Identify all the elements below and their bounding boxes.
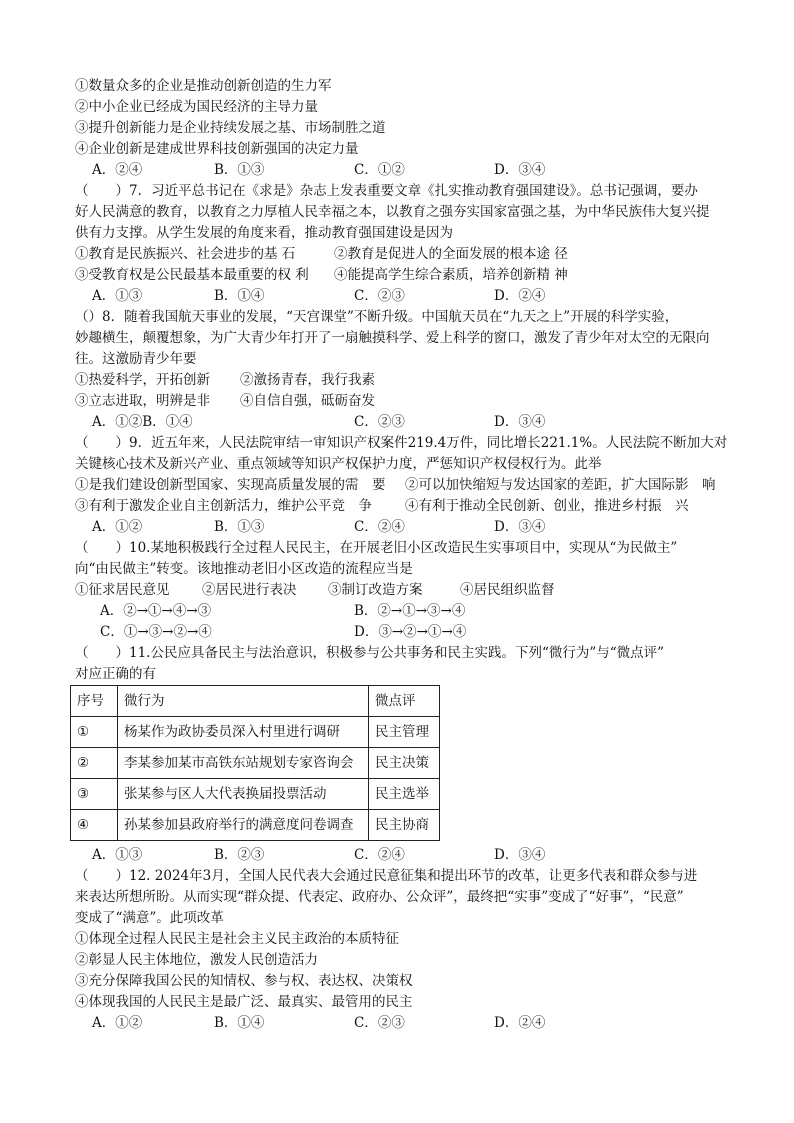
question-10-stem: （ ）10.某地积极践行全过程人民民主，在开展老旧小区改造民生实事项目中，实现从“为民做主” xyxy=(75,540,678,556)
answer-option: B．①④ xyxy=(214,288,265,304)
question-12-stem: 来表达所想所盼。从而实现“群众提、代表定、政府办、公众评”，最终把“实事”变成了“好事”，“民意” xyxy=(75,889,684,905)
table-cell: 李某参加某市高铁东站规划专家咨询会 xyxy=(118,748,369,779)
statement-line: ①是我们建设创新型国家、实现高质量发展的需 要 xyxy=(75,477,386,493)
table-cell: 孙某参加县政府举行的满意度问卷调查 xyxy=(118,810,369,841)
table-cell: 民主选举 xyxy=(369,779,440,810)
table-row xyxy=(71,717,440,748)
question-8-stem: 妙趣横生，颠覆想象，为广大青少年打开了一扇触摸科学、爱上科学的窗口，激发了青少年对太空的无限向 xyxy=(75,330,710,346)
table-cell: 民主协商 xyxy=(369,810,440,841)
answer-option: B．②③ xyxy=(214,847,265,863)
table-row xyxy=(71,748,440,779)
table-cell: ④ xyxy=(71,810,118,841)
answer-option: B．②→①→③→④ xyxy=(354,603,466,619)
answer-option: A．②④ xyxy=(92,162,143,178)
answer-option: A．①②B．①④ xyxy=(92,414,193,430)
statement-line: ④居民组织监督 xyxy=(460,582,555,598)
answer-option: D．③→②→①→④ xyxy=(354,624,467,640)
table-header-cell: 序号 xyxy=(71,686,118,717)
answer-option: D．③④ xyxy=(494,519,546,535)
statement-line: ③提升创新能力是企业持续发展之基、市场制胜之道 xyxy=(75,120,386,136)
answer-option: C．①→③→②→④ xyxy=(100,624,212,640)
statement-line: ①教育是民族振兴、社会进步的基 石 xyxy=(75,246,296,262)
question-12-stem: （ ）12. 2024年3月，全国人民代表大会通过民意征集和提出环节的改革，让更多代表和群众参与进 xyxy=(75,868,698,884)
table-cell: ③ xyxy=(71,779,118,810)
answer-option: A．①③ xyxy=(92,288,143,304)
table-cell: 杨某作为政协委员深入村里进行调研 xyxy=(118,717,369,748)
table-cell: ① xyxy=(71,717,118,748)
question-8-stem: （）8．随着我国航天事业的发展，“天宫课堂”不断升级。中国航天员在“九天之上”开展的科学实验， xyxy=(75,309,679,325)
statement-line: ②激扬青春，我行我素 xyxy=(240,372,375,388)
question-9-stem: （ ）9．近五年来，人民法院审结一审知识产权案件219.4万件，同比增长221.1%。人民法院不断加大对 xyxy=(75,435,728,451)
answer-option: A．①③ xyxy=(92,847,143,863)
statement-line: ④企业创新是建成世界科技创新强国的决定力量 xyxy=(75,141,359,157)
question-8-stem: 往。这激励青少年要 xyxy=(75,351,197,367)
answer-option: B．①③ xyxy=(214,519,265,535)
answer-option: A．①② xyxy=(92,1015,143,1031)
answer-option: C．②③ xyxy=(354,1015,405,1031)
statement-line: ④体现我国的人民民主是最广泛、最真实、最管用的民主 xyxy=(75,994,413,1010)
statement-line: ②教育是促进人的全面发展的根本途 径 xyxy=(334,246,568,262)
answer-option: D．②④ xyxy=(494,1015,546,1031)
statement-line: ③充分保障我国公民的知情权、参与权、表达权、决策权 xyxy=(75,973,413,989)
question-11-stem: 对应正确的有 xyxy=(75,666,156,682)
table-row xyxy=(71,810,440,841)
answer-option: D．③④ xyxy=(494,162,546,178)
answer-option: A．①② xyxy=(92,519,143,535)
question-10-stem: 向“由民做主”转变。该地推动老旧小区改造的流程应当是 xyxy=(75,561,413,577)
statement-line: ④有利于推动全民创新、创业，推进乡村振 兴 xyxy=(405,498,689,514)
statement-line: ①数量众多的企业是推动创新创造的生力军 xyxy=(75,78,332,94)
statement-line: ②中小企业已经成为国民经济的主导力量 xyxy=(75,99,318,115)
question-7-stem: 供有力支撑。从学生发展的角度来看，推动教育强国建设是因为 xyxy=(75,225,453,241)
question-7-stem: （ ）7．习近平总书记在《求是》杂志上发表重要文章《扎实推动教育强国建设》。总书记强调，要办 xyxy=(75,183,698,199)
answer-option: C．②③ xyxy=(354,414,405,430)
question-12-stem: 变成了“满意”。此项改革 xyxy=(75,910,224,926)
table-header-cell: 微点评 xyxy=(369,686,440,717)
statement-line: ④能提高学生综合素质，培养创新精 神 xyxy=(334,267,568,283)
statement-line: ①体现全过程人民民主是社会主义民主政治的本质特征 xyxy=(75,931,399,947)
table-row xyxy=(71,779,440,810)
statement-line: ③受教育权是公民最基本最重要的权 利 xyxy=(75,267,309,283)
answer-option: C．②④ xyxy=(354,519,405,535)
statement-line: ②彰显人民主体地位，激发人民创造活力 xyxy=(75,952,318,968)
question-11-stem: （ ）11.公民应具备民主与法治意识，积极参与公共事务和民主实践。下列“微行为”与“微点评” xyxy=(75,645,665,661)
answer-option: C．①② xyxy=(354,162,405,178)
answer-option: B．①④ xyxy=(214,1015,265,1031)
table-header-row xyxy=(71,686,440,717)
statement-line: ①热爱科学，开拓创新 xyxy=(75,372,210,388)
table-cell: 民主决策 xyxy=(369,748,440,779)
answer-option: D．②④ xyxy=(494,288,546,304)
table-cell: 张某参与区人大代表换届投票活动 xyxy=(118,779,369,810)
answer-option: B．①③ xyxy=(214,162,265,178)
statement-line: ③制订改造方案 xyxy=(328,582,423,598)
statement-line: ③有利于激发企业自主创新活力，维护公平竞 争 xyxy=(75,498,372,514)
statement-line: ④自信自强，砥砺奋发 xyxy=(240,393,375,409)
answer-option: A．②→①→④→③ xyxy=(100,603,212,619)
statement-line: ③立志进取，明辨是非 xyxy=(75,393,210,409)
statement-line: ②居民进行表决 xyxy=(202,582,297,598)
table-header-cell: 微行为 xyxy=(118,686,369,717)
answer-option: C．②④ xyxy=(354,847,405,863)
table-cell: ② xyxy=(71,748,118,779)
question-9-stem: 关键核心技术及新兴产业、重点领域等知识产权保护力度，严惩知识产权侵权行为。此举 xyxy=(75,456,602,472)
answer-option: D．③④ xyxy=(494,414,546,430)
statement-line: ②可以加快缩短与发达国家的差距，扩大国际影 响 xyxy=(405,477,716,493)
question-7-stem: 好人民满意的教育，以教育之力厚植人民幸福之本，以教育之强夯实国家富强之基，为中华民族伟大复兴提 xyxy=(75,204,710,220)
table-cell: 民主管理 xyxy=(369,717,440,748)
answer-option: D．③④ xyxy=(494,847,546,863)
behavior-comment-table xyxy=(70,685,440,841)
statement-line: ①征求居民意见 xyxy=(75,582,170,598)
answer-option: C．②③ xyxy=(354,288,405,304)
